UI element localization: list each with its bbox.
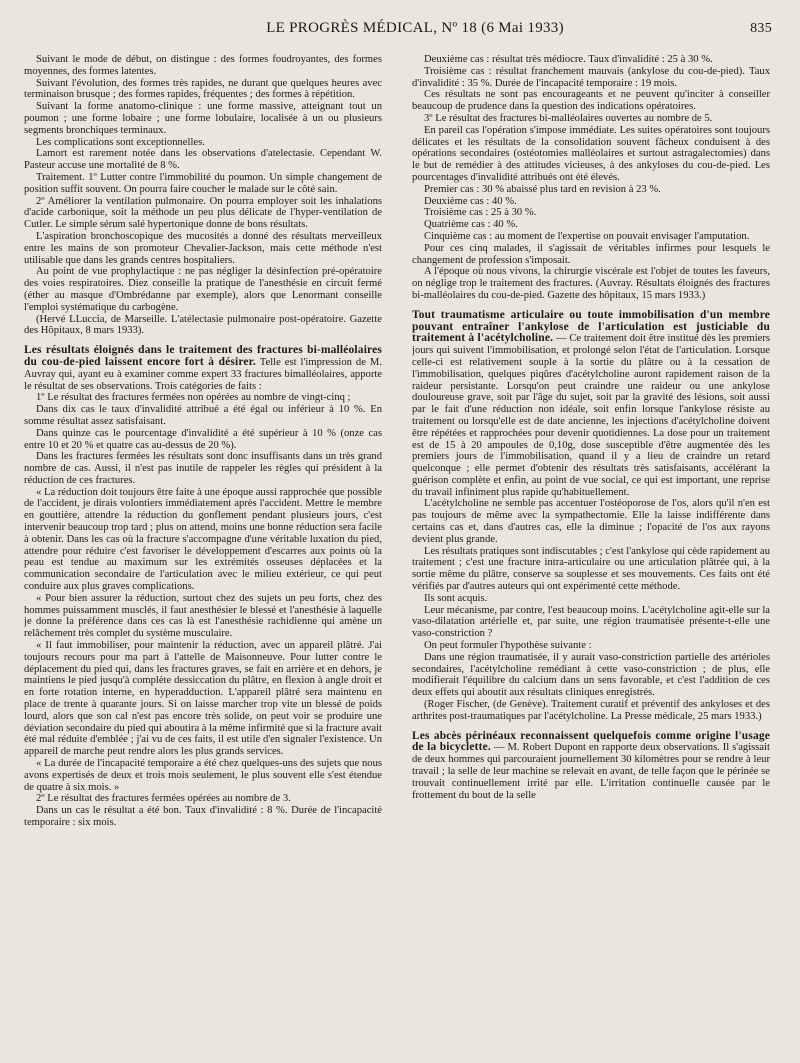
paragraph: Dans quinze cas le pourcentage d'invalidité a été supérieur à 10 % (onze cas entre 10 et 20 % et quatre cas au-dessus de 20 %). xyxy=(24,427,382,451)
running-header xyxy=(30,20,772,42)
paragraph: — Ce traitement doit être institué dès les premiers jours qui suivent l'immobilisation, et prolongé selon l'état de l'articulation. Lorsque celle-ci est relativement souple à la sortie du plâtre ou à la cessation de l'immobilisation, quelques piqûres d'acétylcholine auront rapidement raison de la raideur persistante. Lorsqu'on peut craindre une raideur ou une ankylose douloureuse grave, soit par l'âge du sujet, soit par la gravité des lésions, soit aussi par le fait d'une réduction non idéale, soit enfin lorsque l'ankylose résiste au traitement ou lorsqu'elle est de date ancienne, les injections d'acétylcholine doivent être répétées et rapprochées pour devenir quotidiennes. La dose pour un traitement est de 15 à 20 ampoules de 0,10g, dose susceptible d'être augmentée dès les premiers jours de l'immobilisation, quand il y a lieu de craindre un retard quelconque ; elle permet d'obtenir des résultats très satisfaisants, accélérant la guérison complète et enfin, au point de vue social, ce qui est important, une reprise du travail infiniment plus rapide qu'habituellement. xyxy=(412,333,770,498)
paragraph: Ils sont acquis. xyxy=(424,592,488,604)
paragraph: Quatrième cas : 40 %. xyxy=(424,219,518,231)
paragraph: On peut formuler l'hypothèse suivante : xyxy=(424,640,592,652)
left-column xyxy=(24,54,382,1054)
paragraph: Suivant le mode de début, on distingue : des formes foudroyantes, des formes moyennes, des formes latentes. xyxy=(24,54,382,77)
paragraph: Cinquième cas : au moment de l'expertise on pouvait envisager l'amputation. xyxy=(424,230,750,242)
paragraph: Dans les fractures fermées les résultats sont donc insuffisants dans un très grand nombre de cas. Aussi, il n'est pas inutile de rappeler les règles qui président à la réduction de ces fractures. xyxy=(24,451,382,486)
quote-paragraph: « La durée de l'incapacité temporaire a été chez quelques-uns des sujets que nous avons expertisés de deux et trois mois seulement, le plus souvent elle s'est étendue de quatre à six mois. » xyxy=(24,758,382,793)
paragraph: 2º Améliorer la ventilation pulmonaire. On pourra employer soit les inhalations d'acide carbonique, soit la méthode un peu plus délicate de l'hyper-ventilation de Cutler. Le simple sérum salé hypertonique donne de bons résultats. xyxy=(24,195,382,231)
paragraph: Deuxième cas : 40 %. xyxy=(424,195,517,207)
subheading: 2º Le résultat des fractures fermées opérées au nombre de 3. xyxy=(36,793,291,805)
paragraph: Pour ces cinq malades, il s'agissait de véritables infirmes pour lesquels le changement de profession s'imposait. xyxy=(412,242,770,266)
paragraph: Troisième cas : 25 à 30 %. xyxy=(424,207,537,219)
citation: (Hervé LLuccia, de Marseille. L'atélectasie pulmonaire post-opératoire. Gazette des Hôpitaux, 8 mars 1933). xyxy=(24,313,382,337)
paragraph: Les complications sont exceptionnelles. xyxy=(36,136,205,148)
paragraph: L'aspiration bronchoscopique des mucosités a donné des résultats merveilleux entre les mains de son promoteur Chevalier-Jackson, mais cette méthode n'est utilisable que dans les grands centres hospitaliers. xyxy=(24,230,382,266)
section-heading: Les résultats éloignés dans le traitement des fractures bi-malléolaires du cou-de-pied laissent encore fort à désirer. xyxy=(24,344,382,368)
paragraph: Troisième cas : résultat franchement mauvais (ankylose du cou-de-pied). Taux d'invalidité : 35 %. Durée de l'incapacité temporaire : 19 mois. xyxy=(412,65,770,89)
paragraph: Traitement. 1º Lutter contre l'immobilité du poumon. Un simple changement de position suffit souvent. On pourra faire coucher le malade sur le côté sain. xyxy=(24,171,382,195)
quote-paragraph: « La réduction doit toujours être faite à une époque aussi rapprochée que possible de l'accident, je dirais volontiers immédiatement après l'accident. Mettre le membre en gouttière, attendre la réduction du gonflement pendant plusieurs jours, c'est intervenir beaucoup trop tard ; plus on attend, moins une bonne réduction sera facile à obtenir. Dans les cas où la fracture s'accompagne d'une véritable luxation du pied, attendre pour réduire c'est favoriser le développement d'escarres aux points où la peau est tendue au maximum sur les extrémités osseuses déplacées et la communication secondaire de l'articulation avec le milieu extérieur, ce qui peut conduire aux plus graves complications. xyxy=(24,486,382,593)
paragraph: Dans un cas le résultat a été bon. Taux d'invalidité : 8 %. Durée de l'incapacité temporaire : six mois. xyxy=(24,805,382,828)
paragraph: Premier cas : 30 % abaissé plus tard en revision à 23 %. xyxy=(424,183,661,195)
paragraph: Suivant la forme anatomo-clinique : une forme massive, atteignant tout un poumon ; une forme lobaire ; une forme lobulaire, localisée à un ou plusieurs segments bronchiques terminaux. xyxy=(24,101,382,136)
citation: (Roger Fischer, (de Genève). Traitement curatif et préventif des ankyloses et des arthrites post-traumatiques par l'acétylcholine. La Presse médicale, 25 mars 1933.) xyxy=(412,699,770,722)
section-heading: Tout traumatisme articulaire ou toute immobilisation d'un membre pouvant entraîner l'ankylose de l'articulation est justiciable du traitement à l'acétylcholine. xyxy=(412,308,770,345)
subheading: 1º Le résultat des fractures fermées non opérées au nombre de vingt-cinq ; xyxy=(36,392,351,404)
right-column xyxy=(412,54,770,1054)
paragraph: Dans une région traumatisée, il y aurait vaso-constriction partielle des artérioles secondaires, l'acétylcholine remédiant à cette vaso-constriction ; de plus, elle modifierait l'équilibre du calcium dans un sens favorable, et c'est l'addition de ces deux effets qui aboutit aux résultats cliniques enregistrés. xyxy=(412,651,770,699)
paragraph: Dans dix cas le taux d'invalidité attribué a été égal ou inférieur à 10 %. En somme résultat assez satisfaisant. xyxy=(24,404,382,427)
subheading: 3º Le résultat des fractures bi-malléolaires ouvertes au nombre de 5. xyxy=(424,112,713,124)
journal-title: LE PROGRÈS MÉDICAL, Nº 18 (6 Mai 1933) xyxy=(266,20,564,36)
quote-paragraph: « Il faut immobiliser, pour maintenir la réduction, avec un appareil plâtré. J'ai toujours recours pour ma part à l'attelle de Maisonneuve. Pour lutter contre le déplacement du pied qui, dans les fractures graves, se fait en arrière et en dehors, je maintiens le pied jusqu'à complète dessiccation du plâtre, en flexion à angle droit et en forte rotation interne, en hyperadduction. L'appareil plâtré sera maintenu en place de trente à quarante jours. Si on laisse marcher trop vite un blessé de poids lourd, alors que son cal n'est pas encore très solide, on peut voir se produire une déviation secondaire du pied qui aboutira à la même infirmité que si la fracture avait été mal réduite d'emblée ; j'ai vu de ces faits, il est utile d'en signaler l'existence. Un appareil de marche peut rendre alors les plus grands services. xyxy=(24,640,382,758)
paragraph: L'acétylcholine ne semble pas accentuer l'ostéoporose de l'os, alors qu'il n'en est pas toujours de même avec la sympathectomie. Elle la laisse indifférente dans certains cas et, dans d'autres cas, elle la diminue ; l'opacité de l'os aux rayons devient plus grande. xyxy=(412,498,770,545)
paragraph: A l'époque où nous vivons, la chirurgie viscérale est l'objet de toutes les faveurs, on néglige trop le traitement des fractures. (Auvray. Résultats éloignés des fractures bi-malléolaires du cou-de-pied. Gazette des hôpitaux, 15 mars 1933.) xyxy=(412,266,770,301)
paragraph: Lamort est rarement notée dans les observations d'atelectasie. Cependant W. Pasteur accuse une mortalité de 8 %. xyxy=(24,148,382,172)
paragraph: — M. Robert Dupont en rapporte deux observations. Il s'agissait de deux hommes qui parcouraient journellement 30 kilomètres pour se rendre à leur travail ; la selle de leur machine se relevait en avant, de telle façon que le périnée se trouvait continuellement irrité par elle. L'irritation continuelle causée par le frottement du bout de la selle xyxy=(412,742,770,801)
paragraph: Au point de vue prophylactique : ne pas négliger la désinfection pré-opératoire des voies respiratoires. Diez conseille la pratique de l'anesthésie en circuit fermé (éther au masque d'Ombrédanne par exemple), alors que Lenormant conseille l'emploi systématique du carbogène. xyxy=(24,266,382,313)
quote-paragraph: « Pour bien assurer la réduction, surtout chez des sujets un peu forts, chez des hommes puissamment musclés, il faut anesthésier le blessé et l'anesthésie à laquelle je donne la préférence dans ces cas là est l'anesthésie rachidienne qui amène un relâchement très complet du système musculaire. xyxy=(24,592,382,640)
page-number: 835 xyxy=(750,21,772,36)
paragraph: Ces résultats ne sont pas encourageants et ne peuvent qu'inciter à conseiller beaucoup de prudence dans la question des indications opératoires. xyxy=(412,89,770,113)
paragraph: Suivant l'évolution, des formes très rapides, ne durant que quelques heures avec terminaison brusque ; des formes rapides, fréquentes ; des formes à répétition. xyxy=(24,77,382,101)
paragraph: Les résultats pratiques sont indiscutables ; c'est l'ankylose qui cède rapidement au traitement ; c'est une fracture intra-articulaire ou une articulation plâtrée qui, à la sortie même du plâtre, conserve sa souplesse et ses mouvements. Ces faits ont été vérifiés par d'autres auteurs qui ont expérimenté cette méthode. xyxy=(412,545,770,593)
section-heading: Les abcès périnéaux reconnaissent quelquefois comme origine l'usage de la bicyclette. xyxy=(412,729,770,754)
paragraph: En pareil cas l'opération s'impose immédiate. Les suites opératoires sont toujours délicates et les résultats de la consolidation souvent fâcheux conduisent à des opérations secondaires (ostéotomies malléolaires et surtout astragalectomies) dans le but de remédier à des attitudes vicieuses, à des ankyloses du cou-de-pied. Les pourcentages d'invalidité attribués ont été élevés. xyxy=(412,124,770,183)
paragraph: Leur mécanisme, par contre, l'est beaucoup moins. L'acétylcholine agit-elle sur la vaso-dilatation artérielle et, par suite, une région traumatisée présente-t-elle une vaso-constriction ? xyxy=(412,604,770,640)
paragraph: Telle est l'impression de M. Auvray qui, ayant eu à examiner comme expert 33 fractures bimalléolaires, apporte le résultat de ses observations. Trois catégories de faits : xyxy=(24,356,382,392)
paragraph: Deuxième cas : résultat très médiocre. Taux d'invalidité : 25 à 30 %. xyxy=(424,54,713,65)
